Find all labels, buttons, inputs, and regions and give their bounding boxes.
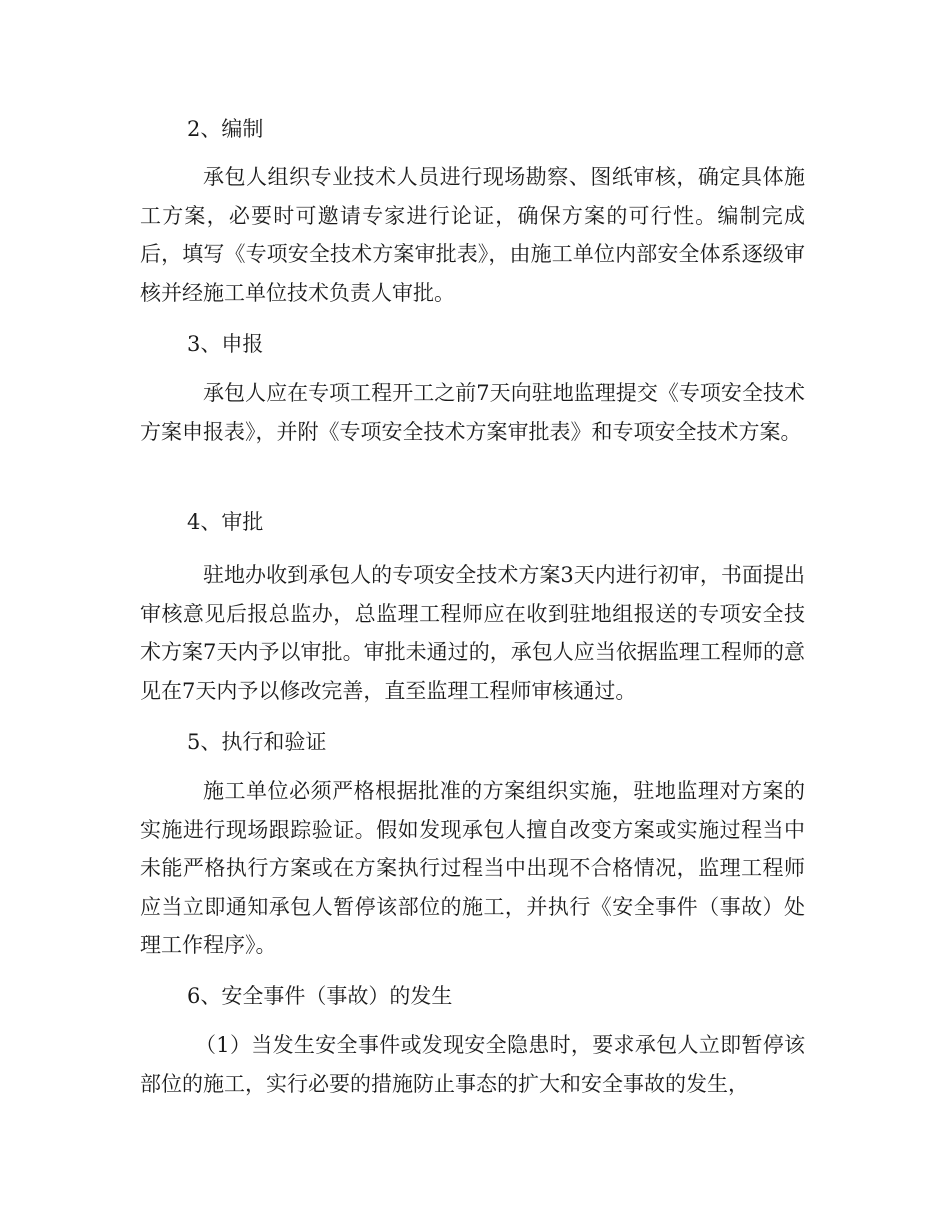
section-heading-compile: 2、编制 [187,117,264,141]
section-heading-submit: 3、申报 [187,332,264,356]
section-body-approve: 驻地办收到承包人的专项安全技术方案3天内进行初审，书面提出审核意见后报总监办，总监理工程师应在收到驻地组报送的专项安全技术方案7天内予以审批。审批未通过的，承包人应当依据监理工程师的意见在7天内予以修改完善，直至监理工程师审核通过。 [140,563,805,703]
section-body-submit: 承包人应在专项工程开工之前7天向驻地监理提交《专项安全技术方案申报表》，并附《专项安全技术方案审批表》和专项安全技术方案。 [140,381,805,444]
section-heading-incident: 6、安全事件（事故）的发生 [187,984,453,1008]
section-body-incident: （1）当发生安全事件或发现安全隐患时，要求承包人立即暂停该部位的施工，实行必要的措施防止事态的扩大和安全事故的发生， [140,1033,805,1096]
section-body-execute: 施工单位必须严格根据批准的方案组织实施，驻地监理对方案的实施进行现场跟踪验证。假如发现承包人擅自改变方案或实施过程当中未能严格执行方案或在方案执行过程当中出现不合格情况，监理工程师应当立即通知承包人暂停该部位的施工，并执行《安全事件（事故）处理工作程序》。 [140,779,805,957]
section-heading-approve: 4、审批 [187,510,264,534]
section-body-compile: 承包人组织专业技术人员进行现场勘察、图纸审核，确定具体施工方案，必要时可邀请专家进行论证，确保方案的可行性。编制完成后，填写《专项安全技术方案审批表》，由施工单位内部安全体系逐级审核并经施工单位技术负责人审批。 [140,165,805,305]
section-heading-execute: 5、执行和验证 [187,730,327,754]
